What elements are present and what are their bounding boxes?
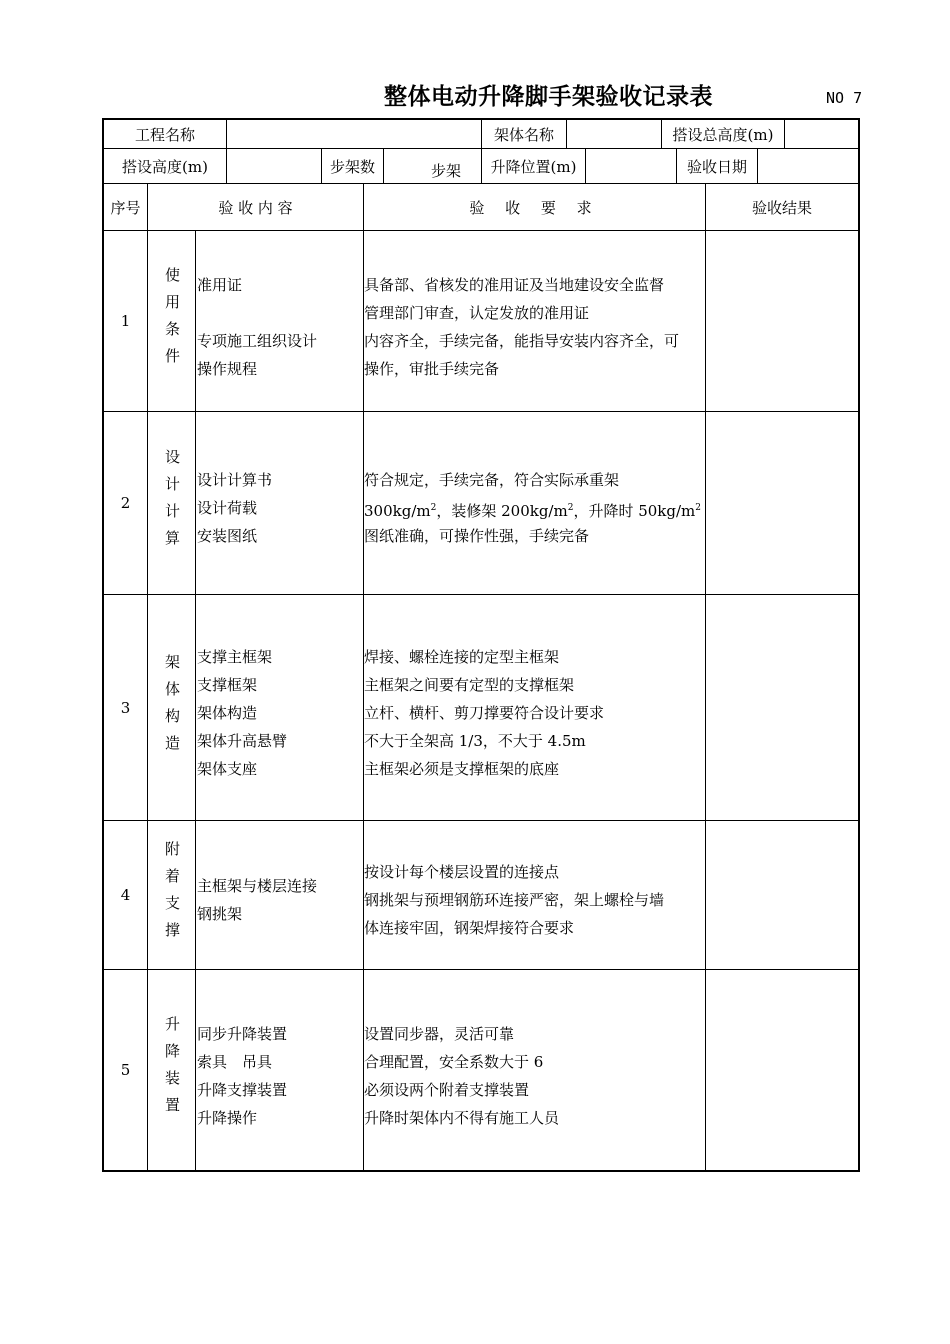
row5-item: 索具 吊具 bbox=[197, 1053, 273, 1071]
total-height-value[interactable] bbox=[788, 128, 856, 144]
row1-item: 专项施工组织设计 bbox=[197, 332, 318, 350]
accept-date-value[interactable] bbox=[761, 158, 856, 174]
row1-requirement: 具备部、省核发的准用证及当地建设安全监督 bbox=[364, 276, 665, 294]
row5-category-text: 升降装置 bbox=[163, 1016, 181, 1124]
row5-requirement: 合理配置，安全系数大于 6 bbox=[364, 1053, 544, 1071]
project-name-label: 工程名称 bbox=[134, 125, 195, 144]
row3-seq: 3 bbox=[120, 698, 131, 717]
row1-requirement: 管理部门审查，认定发放的准用证 bbox=[364, 304, 590, 322]
row4-item: 主框架与楼层连接 bbox=[197, 877, 318, 895]
col-requirement-header: 验 收 要 求 bbox=[469, 198, 600, 217]
col-seq-header: 序号 bbox=[110, 198, 141, 217]
row4-seq: 4 bbox=[120, 886, 131, 904]
row4-result[interactable] bbox=[706, 821, 858, 969]
row3-item: 架体构造 bbox=[197, 704, 258, 722]
row3-category bbox=[148, 595, 196, 820]
erect-height-label: 搭设高度(m) bbox=[122, 157, 208, 176]
row4-requirement: 体连接牢固，钢架焊接符合要求 bbox=[364, 919, 575, 937]
row2-requirement: 图纸准确，可操作性强，手续完备 bbox=[364, 527, 590, 545]
row5-requirement: 设置同步器，灵活可靠 bbox=[364, 1025, 515, 1043]
rule-v-r1e bbox=[784, 118, 785, 148]
col-result-header: 验收结果 bbox=[751, 198, 812, 217]
frame-name-label: 架体名称 bbox=[493, 125, 554, 144]
row3-items bbox=[197, 643, 287, 783]
page-title: 整体电动升降脚手架验收记录表 bbox=[384, 83, 713, 110]
row5-item: 升降操作 bbox=[197, 1109, 258, 1127]
row3-item: 架体升高悬臂 bbox=[197, 732, 288, 750]
row2-item: 设计荷载 bbox=[197, 499, 258, 517]
row3-item: 支撑主框架 bbox=[197, 648, 273, 666]
project-name-value[interactable] bbox=[230, 128, 478, 144]
row5-seq: 5 bbox=[120, 1061, 131, 1079]
rule-v-r2d bbox=[585, 148, 586, 183]
row3-requirements bbox=[364, 643, 604, 783]
row4-requirement: 钢挑架与预埋钢筋环连接严密，架上螺栓与墙 bbox=[364, 891, 665, 909]
row2-requirement: 符合规定，手续完备，符合实际承重架 bbox=[364, 471, 620, 489]
col-content-header: 验 收 内 容 bbox=[218, 198, 293, 217]
lift-position-value[interactable] bbox=[589, 158, 673, 174]
row5-category bbox=[148, 970, 196, 1170]
row1-result[interactable] bbox=[706, 231, 858, 411]
rule-v-r1a bbox=[226, 118, 227, 148]
row5-item: 同步升降装置 bbox=[197, 1025, 288, 1043]
row3-requirement: 焊接、螺栓连接的定型主框架 bbox=[364, 648, 560, 666]
row3-requirement: 立杆、横杆、剪刀撑要符合设计要求 bbox=[364, 704, 605, 722]
row1-requirement: 操作，审批手续完备 bbox=[364, 360, 500, 378]
rule-v-r2c bbox=[383, 148, 384, 183]
rule-v-r1c bbox=[566, 118, 567, 148]
step-count-label: 步架数 bbox=[329, 157, 375, 176]
row4-items bbox=[197, 872, 317, 928]
row2-category-text: 设计计算 bbox=[163, 449, 181, 557]
row2-seq: 2 bbox=[120, 494, 131, 512]
document-number: NO 7 bbox=[826, 89, 863, 107]
row2-requirement-loads: $300kg/m^2$，装修架 $200kg/m^2$，升降时 $50kg/m^2$ bbox=[364, 502, 702, 520]
row5-items bbox=[197, 1020, 287, 1132]
row3-item: 架体支座 bbox=[197, 760, 258, 778]
row1-category-text: 使用条件 bbox=[163, 267, 181, 375]
row3-requirement: 不大于全架高 1/3，不大于 4.5m bbox=[364, 732, 586, 750]
row1-requirement: 内容齐全，手续完备，能指导安装内容齐全，可 bbox=[364, 332, 680, 350]
row2-requirements bbox=[364, 466, 701, 550]
rule-v-r2f bbox=[757, 148, 758, 183]
row1-item: 操作规程 bbox=[197, 360, 258, 378]
accept-date-label: 验收日期 bbox=[686, 157, 747, 176]
frame-name-value[interactable] bbox=[570, 128, 658, 144]
row4-item: 钢挑架 bbox=[197, 905, 243, 923]
row5-result[interactable] bbox=[706, 970, 858, 1170]
row5-requirements bbox=[364, 1020, 559, 1132]
row4-category-text: 附着支撑 bbox=[163, 841, 181, 949]
row1-items bbox=[197, 271, 317, 383]
step-frame-label: 步架 bbox=[431, 162, 462, 180]
erect-height-value[interactable] bbox=[230, 158, 318, 174]
row3-category-text: 架体构造 bbox=[163, 653, 181, 762]
row2-result[interactable] bbox=[706, 412, 858, 594]
row4-category bbox=[148, 821, 196, 969]
row4-requirement: 按设计每个楼层设置的连接点 bbox=[364, 863, 560, 881]
rule-v-r2a bbox=[226, 148, 227, 183]
row5-item: 升降支撑装置 bbox=[197, 1081, 288, 1099]
row5-requirement: 必须设两个附着支撑装置 bbox=[364, 1081, 530, 1099]
total-height-label: 搭设总高度(m) bbox=[672, 125, 774, 144]
lift-position-label: 升降位置(m) bbox=[490, 157, 577, 176]
row1-item bbox=[197, 299, 317, 327]
row3-item: 支撑框架 bbox=[197, 676, 258, 694]
row2-item: 安装图纸 bbox=[197, 527, 258, 545]
row4-requirements bbox=[364, 858, 664, 942]
row1-category bbox=[148, 231, 196, 411]
row2-category bbox=[148, 412, 196, 594]
row2-items bbox=[197, 466, 272, 550]
row3-requirement: 主框架必须是支撑框架的底座 bbox=[364, 760, 560, 778]
row2-item: 设计计算书 bbox=[197, 471, 273, 489]
row5-requirement: 升降时架体内不得有施工人员 bbox=[364, 1109, 560, 1127]
row1-requirements bbox=[364, 271, 679, 383]
row3-result[interactable] bbox=[706, 595, 858, 820]
row1-item: 准用证 bbox=[197, 276, 243, 294]
row1-seq: 1 bbox=[120, 312, 131, 330]
row3-requirement: 主框架之间要有定型的支撑框架 bbox=[364, 676, 575, 694]
